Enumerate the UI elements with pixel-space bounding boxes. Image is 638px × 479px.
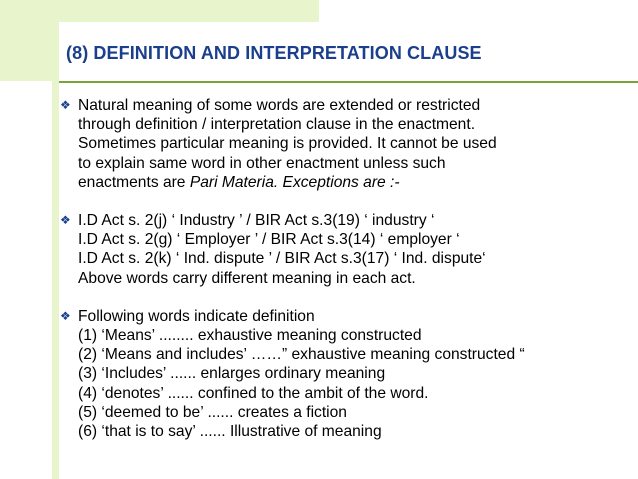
bullet-line: I.D Act s. 2(g) ‘ Employer ’ / BIR Act s.3(14) ‘ employer ‘ xyxy=(78,231,460,249)
bullet-line: (1) ‘Means’ ........ exhaustive meaning constructed xyxy=(78,327,422,345)
italic-text: Pari Materia. Exceptions are :- xyxy=(189,173,400,191)
decorative-vertical-bar xyxy=(52,0,59,479)
diamond-bullet-icon: ❖ xyxy=(60,213,71,228)
title-underline xyxy=(59,81,638,83)
bullet-line: (3) ‘Includes’ ...... enlarges ordinary meaning xyxy=(78,365,386,383)
bullet-line xyxy=(60,96,630,115)
bullet-line: to explain same word in other enactment unless such xyxy=(78,154,446,172)
bullet-line xyxy=(60,211,630,230)
diamond-bullet-icon: ❖ xyxy=(60,308,71,323)
bullet-act-comparisons xyxy=(60,211,630,288)
bullet-text: Following words indicate definition xyxy=(78,307,315,325)
bullet-definition-words xyxy=(60,307,630,441)
bullet-line: through definition / interpretation clause in the enactment. xyxy=(78,116,476,134)
bullet-line: (2) ‘Means and includes’ ……” exhaustive meaning constructed “ xyxy=(78,346,525,364)
bullet-line xyxy=(60,307,630,326)
bullet-text: I.D Act s. 2(j) ‘ Industry ’ / BIR Act s.3(19) ‘ industry ‘ xyxy=(78,212,435,230)
bullet-natural-meaning xyxy=(60,96,630,192)
slide-content xyxy=(60,96,630,441)
slide-title: (8) DEFINITION AND INTERPRETATION CLAUSE xyxy=(66,43,482,63)
bullet-text: enactments are xyxy=(78,173,190,191)
bullet-text: Natural meaning of some words are extended or restricted xyxy=(78,97,481,114)
bullet-line xyxy=(60,173,630,192)
bullet-line: (6) ‘that is to say’ ...... Illustrative of meaning xyxy=(78,423,382,441)
bullet-line: (4) ‘denotes’ ...... confined to the ambit of the word. xyxy=(78,384,429,402)
bullet-line: Above words carry different meaning in each act. xyxy=(78,269,416,287)
bullet-line: Sometimes particular meaning is provided. It cannot be used xyxy=(78,135,497,153)
bullet-line: I.D Act s. 2(k) ‘ Ind. dispute ’ / BIR Act s.3(17) ‘ Ind. dispute‘ xyxy=(78,250,486,268)
diamond-bullet-icon: ❖ xyxy=(60,98,71,112)
bullet-line: (5) ‘deemed to be’ ...... creates a fiction xyxy=(78,403,347,421)
